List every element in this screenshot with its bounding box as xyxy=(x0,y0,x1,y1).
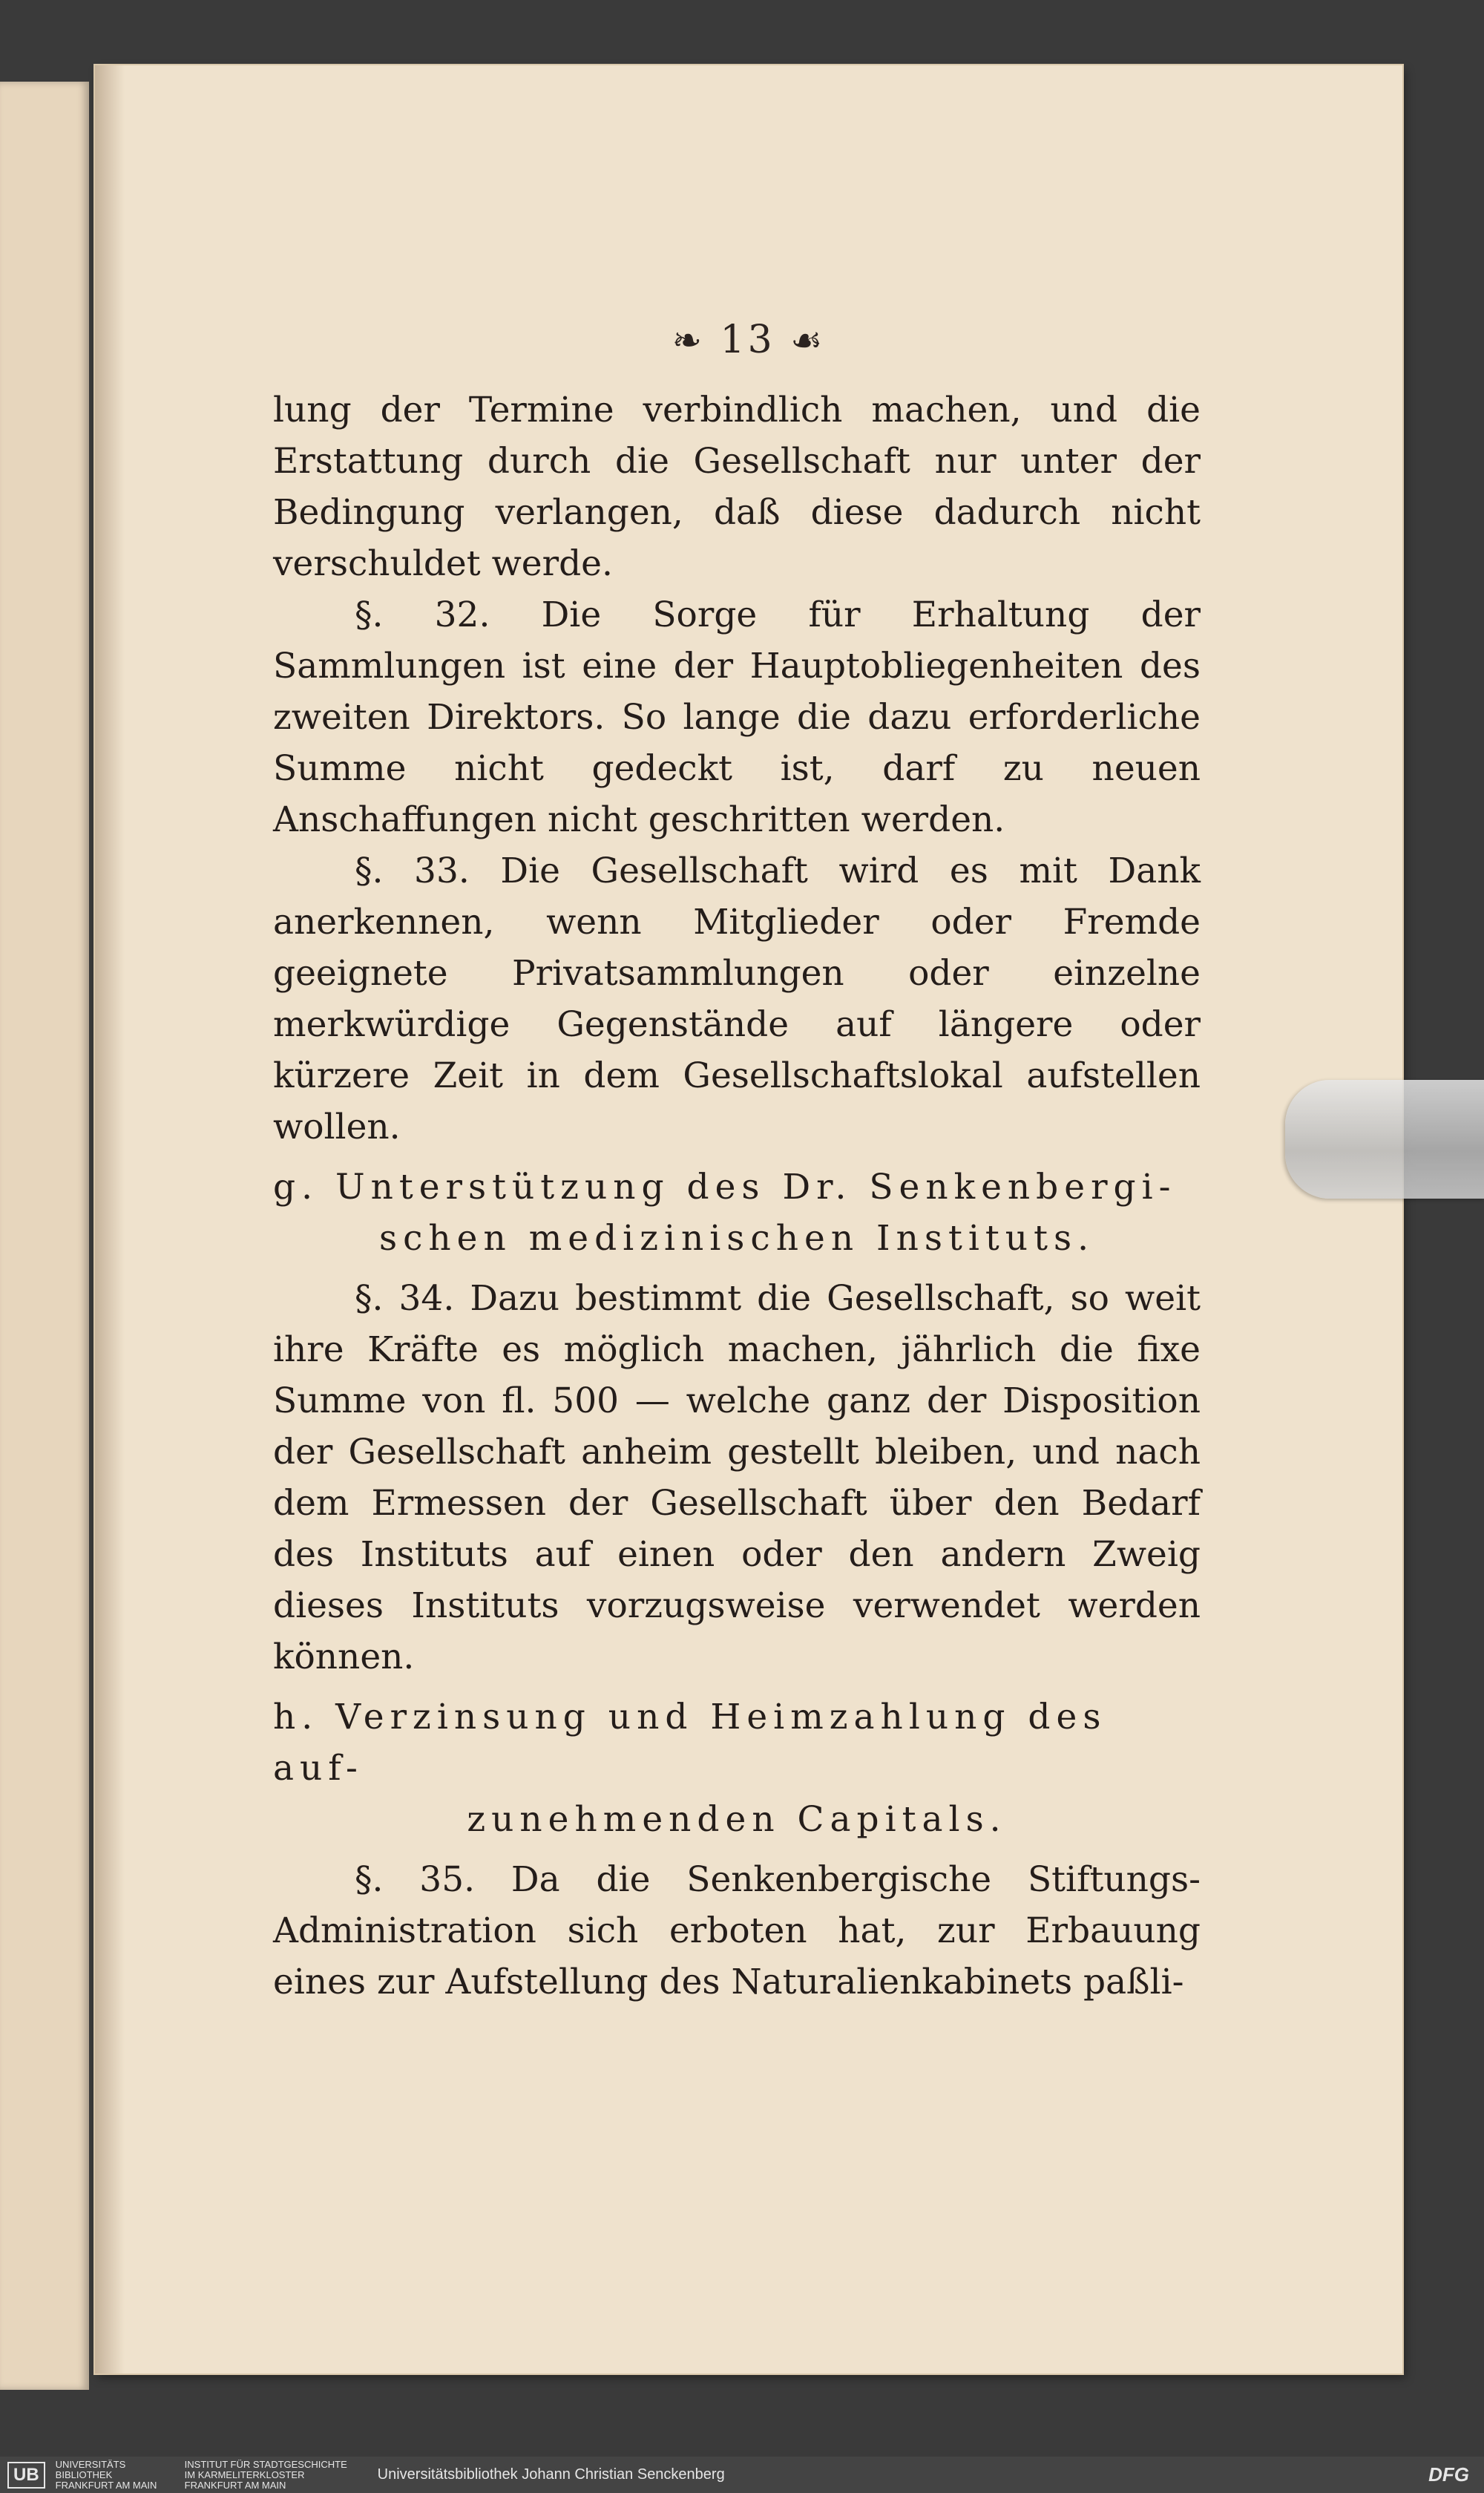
ornament-left-icon: ❧ xyxy=(672,320,705,361)
institution-label: UNIVERSITÄTS BIBLIOTHEK FRANKFURT AM MAIN xyxy=(55,2458,157,2491)
credit-text: Universitätsbibliothek Johann Christian Senckenberg xyxy=(377,2466,725,2483)
paragraph-section-35: §. 35. Da die Senkenbergische Stiftungs-Administration sich erboten hat, zur Erbauung eines zur Aufstellung des Naturalienkabinets paßli- xyxy=(273,1859,1201,2002)
paragraph-section-32: §. 32. Die Sorge für Erhaltung der Sammlungen ist eine der Hauptobliegenheiten des zweiten Direktors. So lange die dazu erforderliche Summe nicht gedeckt ist, darf zu neuen Anschaffungen nicht geschritten werden. xyxy=(273,594,1201,840)
gutter-shadow xyxy=(95,65,125,2374)
heading-h-line1: h. Verzinsung und Heimzahlung des auf- xyxy=(273,1697,1107,1789)
page-number-value: 13 xyxy=(720,318,775,362)
dfg-logo: DFG xyxy=(1428,2463,1469,2486)
left-page-edge xyxy=(0,82,89,2390)
paragraph-continuation: lung der Termine verbindlich machen, und die Erstattung durch die Gesellschaft nur unter der Bedingung verlangen, daß diese dadurch nicht verschuldet werde. xyxy=(273,390,1201,584)
footer-bar xyxy=(0,2457,1484,2493)
institute-label: INSTITUT FÜR STADTGESCHICHTE IM KARMELITERKLOSTER FRANKFURT AM MAIN xyxy=(184,2458,347,2491)
ub-logo: UB xyxy=(7,2462,45,2489)
page-text xyxy=(273,384,1201,2008)
paragraph-section-34: §. 34. Dazu bestimmt die Gesellschaft, so weit ihre Kräfte es möglich machen, jährlich die fixe Summe von fl. 500 — welche ganz der Disposition der Gesellschaft anheim gestellt bleiben, und nach dem Ermessen der Gesellschaft über den Bedarf des Instituts auf einen oder den andern Zweig dieses Instituts vorzugsweise verwendet werden können. xyxy=(273,1278,1201,1677)
heading-g-line1: g. Unterstützung des Dr. Senkenbergi- xyxy=(273,1167,1177,1208)
page-number xyxy=(95,318,1402,362)
paragraph-section-33: §. 33. Die Gesellschaft wird es mit Dank anerkennen, wenn Mitglieder oder Fremde geeignete Privatsammlungen oder einzelne merkwürdige Gegenstände auf längere oder kürzere Zeit in dem Gesellschaftslokal aufstellen wollen. xyxy=(273,851,1201,1147)
book-page xyxy=(95,65,1402,2374)
ornament-right-icon: ☙ xyxy=(790,320,826,361)
page-clip xyxy=(1285,1080,1484,1199)
heading-g-line2: schen medizinischen Instituts. xyxy=(378,1218,1095,1259)
heading-h xyxy=(273,1691,1201,1845)
heading-h-line2: zunehmenden Capitals. xyxy=(467,1799,1007,1840)
heading-g xyxy=(273,1162,1201,1264)
